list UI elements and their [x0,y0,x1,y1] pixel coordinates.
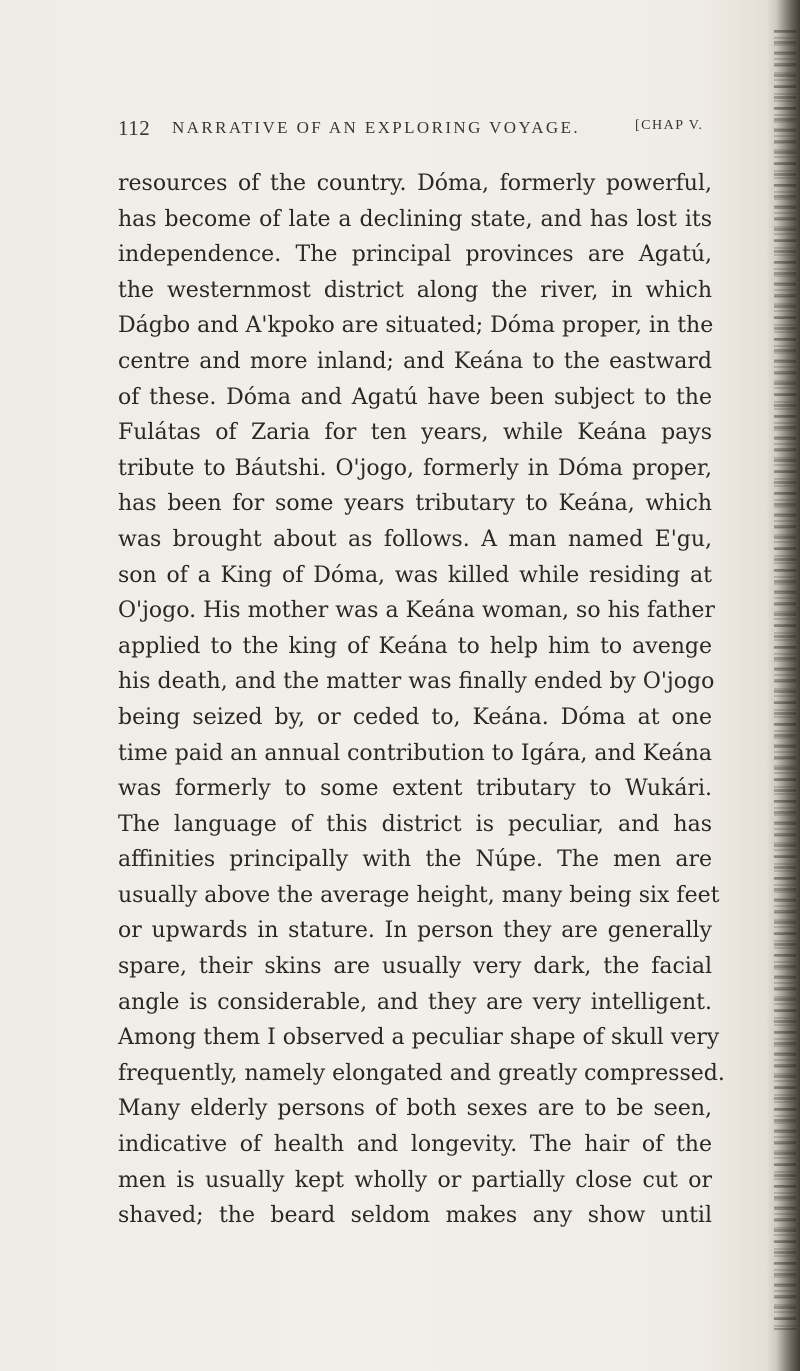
running-head [118,116,718,146]
text-line: shaved; the beard seldom makes any show until [118,1203,712,1229]
page-edge-texture [774,30,796,1330]
text-line: The language of this district is peculiar, and has [118,811,712,837]
text-line: has been for some years tributary to Keána, which [118,491,712,517]
text-line: indicative of health and longevity. The hair of the [118,1132,712,1158]
page-number: 112 [118,116,151,140]
text-line: has become of late a declining state, and has lost its [118,206,712,232]
text-line: son of a King of Dóma, was killed while residing at [118,562,712,588]
text-line: time paid an annual contribution to Igára, and Keána [118,740,712,766]
text-line: or upwards in stature. In person they are generally [118,918,712,944]
text-line: resources of the country. Dóma, formerly powerful, [118,171,712,196]
text-line: affinities principally with the Núpe. The men are [118,847,712,873]
chapter-reference: [CHAP V. [635,118,704,133]
text-line: was brought about as follows. A man named E'gu, [118,526,712,552]
text-line: of these. Dóma and Agatú have been subject to the [118,384,712,410]
text-line: spare, their skins are usually very dark, the facial [118,954,712,980]
body-paragraph [118,166,725,1234]
text-line: Dágbo and A'kpoko are situated; Dóma proper, in the [118,313,714,339]
text-line: being seized by, or ceded to, Keána. Dóma at one [118,704,712,730]
text-line: Among them I observed a peculiar shape of skull very [118,1025,720,1051]
text-line: independence. The principal provinces are Agatú, [118,242,712,268]
text-line: was formerly to some extent tributary to Wukári. [118,776,712,802]
text-line: tribute to Báutshi. O'jogo, formerly in Dóma proper, [118,455,712,481]
text-line: Many elderly persons of both sexes are to be seen, [118,1096,712,1122]
text-line: O'jogo. His mother was a Keána woman, so his father [118,598,715,624]
text-line: frequently, namely elongated and greatly compressed. [118,1060,725,1086]
text-line: centre and more inland; and Keána to the eastward [118,348,712,374]
running-title: NARRATIVE OF AN EXPLORING VOYAGE. [172,118,581,137]
text-line: usually above the average height, many being six feet [118,882,720,908]
text-line: men is usually kept wholly or partially close cut or [118,1167,712,1193]
text-line: his death, and the matter was finally ended by O'jogo [118,669,715,695]
text-line: the westernmost district along the river, in which [118,277,712,303]
text-line: applied to the king of Keána to help him to avenge [118,633,712,659]
text-line: Fulátas of Zaria for ten years, while Keána pays [118,420,712,446]
text-line: angle is considerable, and they are very intelligent. [118,989,712,1015]
